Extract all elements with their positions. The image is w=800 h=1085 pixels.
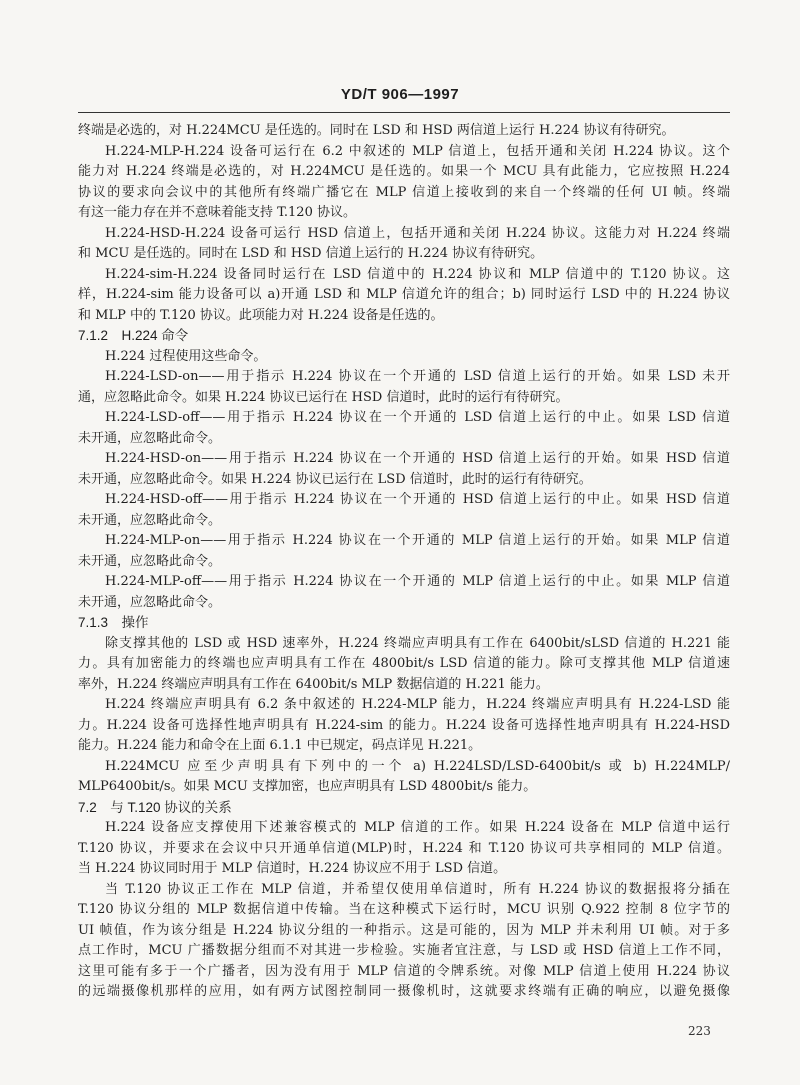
text-line: 的远端摄像机那样的应用，如有两方试图控制同一摄像机时，这就要求终端有正确的响应，以避免摄像 [78,984,730,999]
text-line: H.224 终端应声明具有 6.2 条中叙述的 H.224-MLP 能力，H.224 终端应声明具有 H.224-LSD 能 [105,697,730,712]
text-line: 通，应忽略此命令。如果 H.224 协议已运行在 HSD 信道时，此时的运行有待研究。 [78,389,569,405]
text-line: 和 MCU 是任选的。同时在 LSD 和 HSD 信道上运行的 H.224 协议有待研究。 [78,246,544,261]
text-line: H.224-LSD-on——用于指示 H.224 协议在一个开通的 LSD 信道上运行的开始。如果 LSD 未开 [105,369,730,384]
text-line: H.224 设备应支撑使用下述兼容模式的 MLP 信道的工作。如果 H.224 设备在 MLP 信道中运行 [105,820,730,835]
text-line: 点工作时，MCU 广播数据分组而不对其进一步检验。实施者宜注意，与 LSD 或 HSD 信道上工作不同， [78,943,730,958]
text-line: 率外，H.224 终端应声明具有工作在 6400bit/s MLP 数据信道的 H.221 能力。 [78,676,549,692]
text-line: 除支撑其他的 LSD 或 HSD 速率外，H.224 终端应声明具有工作在 6400bit/sLSD 信道的 H.221 能 [105,635,730,651]
text-line: 力。H.224 设备可选择性地声明具有 H.224-sim 的能力。H.224 设备可选择性地声明具有 H.224-HSD [78,717,730,733]
text-line: 这里可能有多于一个广播者，因为没有用于 MLP 信道的令牌系统。对像 MLP 信道上使用 H.224 协议 [78,963,730,979]
text-line: H.224 过程使用这些命令。 [105,348,267,364]
text-line: 能力。H.224 能力和命令在上面 6.1.1 中已规定，码点详见 H.221。 [78,738,482,753]
header-rule [78,112,730,113]
text-line: H.224-MLP-off——用于指示 H.224 协议在一个开通的 MLP 信道上运行的中止。如果 MLP 信道 [105,574,730,589]
text-line: 有这一能力存在并不意味着能支持 T.120 协议。 [78,205,356,220]
text-line: 和 MLP 中的 T.120 协议。此项能力对 H.224 设备是任选的。 [78,307,444,323]
text-line: 未开通，应忽略此命令。如果 H.224 协议已运行在 LSD 信道时，此时的运行有待研究。 [78,471,592,487]
section-heading: 7.1.3 操作 [78,615,149,630]
text-line: H.224-LSD-off——用于指示 H.224 协议在一个开通的 LSD 信道上运行的中止。如果 LSD 信道 [105,410,730,425]
text-line: H.224-sim-H.224 设备同时运行在 LSD 信道中的 H.224 协议和 MLP 信道中的 T.120 协议。这 [105,266,730,282]
text-line: 未开通，应忽略此命令。 [78,594,222,610]
document-body [78,121,730,1003]
text-line: T.120 协议，并要求在会议中只开通单信道(MLP)时，H.224 和 T.120 协议可共享相同的 MLP 信道。 [78,840,730,856]
text-line: UI 帧值，作为该分组是 H.224 协议分组的一种指示。这是可能的，因为 MLP 并未利用 UI 帧。对于多 [78,922,730,938]
text-line: T.120 协议分组的 MLP 数据信道中传输。当在这种模式下运行时，MCU 识别 Q.922 控制 8 位字节的 [78,902,730,917]
section-heading: 7.1.2 H.224 命令 [78,328,189,343]
text-line: H.224-HSD-on——用于指示 H.224 协议在一个开通的 HSD 信道上运行的开始。如果 HSD 信道 [105,451,730,466]
document-header: YD/T 906—1997 [340,86,460,103]
text-line: 未开通，应忽略此命令。 [78,430,222,446]
text-line: 未开通，应忽略此命令。 [78,553,222,569]
page-number: 223 [688,1024,711,1038]
text-line: 当 T.120 协议正工作在 MLP 信道，并希望仅使用单信道时，所有 H.224 协议的数据报将分插在 [105,881,730,897]
text-line: H.224-HSD-off——用于指示 H.224 协议在一个开通的 HSD 信道上运行的中止。如果 HSD 信道 [105,492,730,507]
text-line: MLP6400bit/s。如果 MCU 支撑加密，也应声明具有 LSD 4800bit/s 能力。 [78,779,537,794]
text-line: H.224-MLP-on——用于指示 H.224 协议在一个开通的 MLP 信道上运行的开始。如果 MLP 信道 [105,533,730,548]
text-line: H.224-MLP-H.224 设备可运行在 6.2 中叙述的 MLP 信道上，包括开通和关闭 H.224 协议。这个 [105,143,730,159]
text-line: 协议的要求向会议中的其他所有终端广播它在 MLP 信道上接收到的来自一个终端的任何 UI 帧。终端 [78,184,730,200]
text-line: 能力对 H.224 终端是必选的，对 H.224MCU 是任选的。如果一个 MCU 具有此能力，它应按照 H.224 [78,164,730,179]
text-line: H.224-HSD-H.224 设备可运行 HSD 信道上，包括开通和关闭 H.224 协议。这能力对 H.224 终端 [105,225,730,241]
text-line: 当 H.224 协议同时用于 MLP 信道时，H.224 协议应不用于 LSD 信道。 [78,861,507,876]
text-line: 力。具有加密能力的终端也应声明具有工作在 4800bit/s LSD 信道的能力。除可支撑其他 MLP 信道速 [78,656,730,671]
section-heading: 7.2 与 T.120 协议的关系 [78,799,232,815]
text-line: H.224MCU 应至少声明具有下列中的一个 a) H.224LSD/LSD-6400bit/s 或 b) H.224MLP/ [105,758,730,774]
text-line: 样，H.224-sim 能力设备可以 a)开通 LSD 和 MLP 信道允许的组合；b) 同时运行 LSD 中的 H.224 协议 [78,287,730,302]
text-line: 终端是必选的，对 H.224MCU 是任选的。同时在 LSD 和 HSD 两信道上运行 H.224 协议有待研究。 [78,123,675,138]
text-line: 未开通，应忽略此命令。 [78,512,222,528]
